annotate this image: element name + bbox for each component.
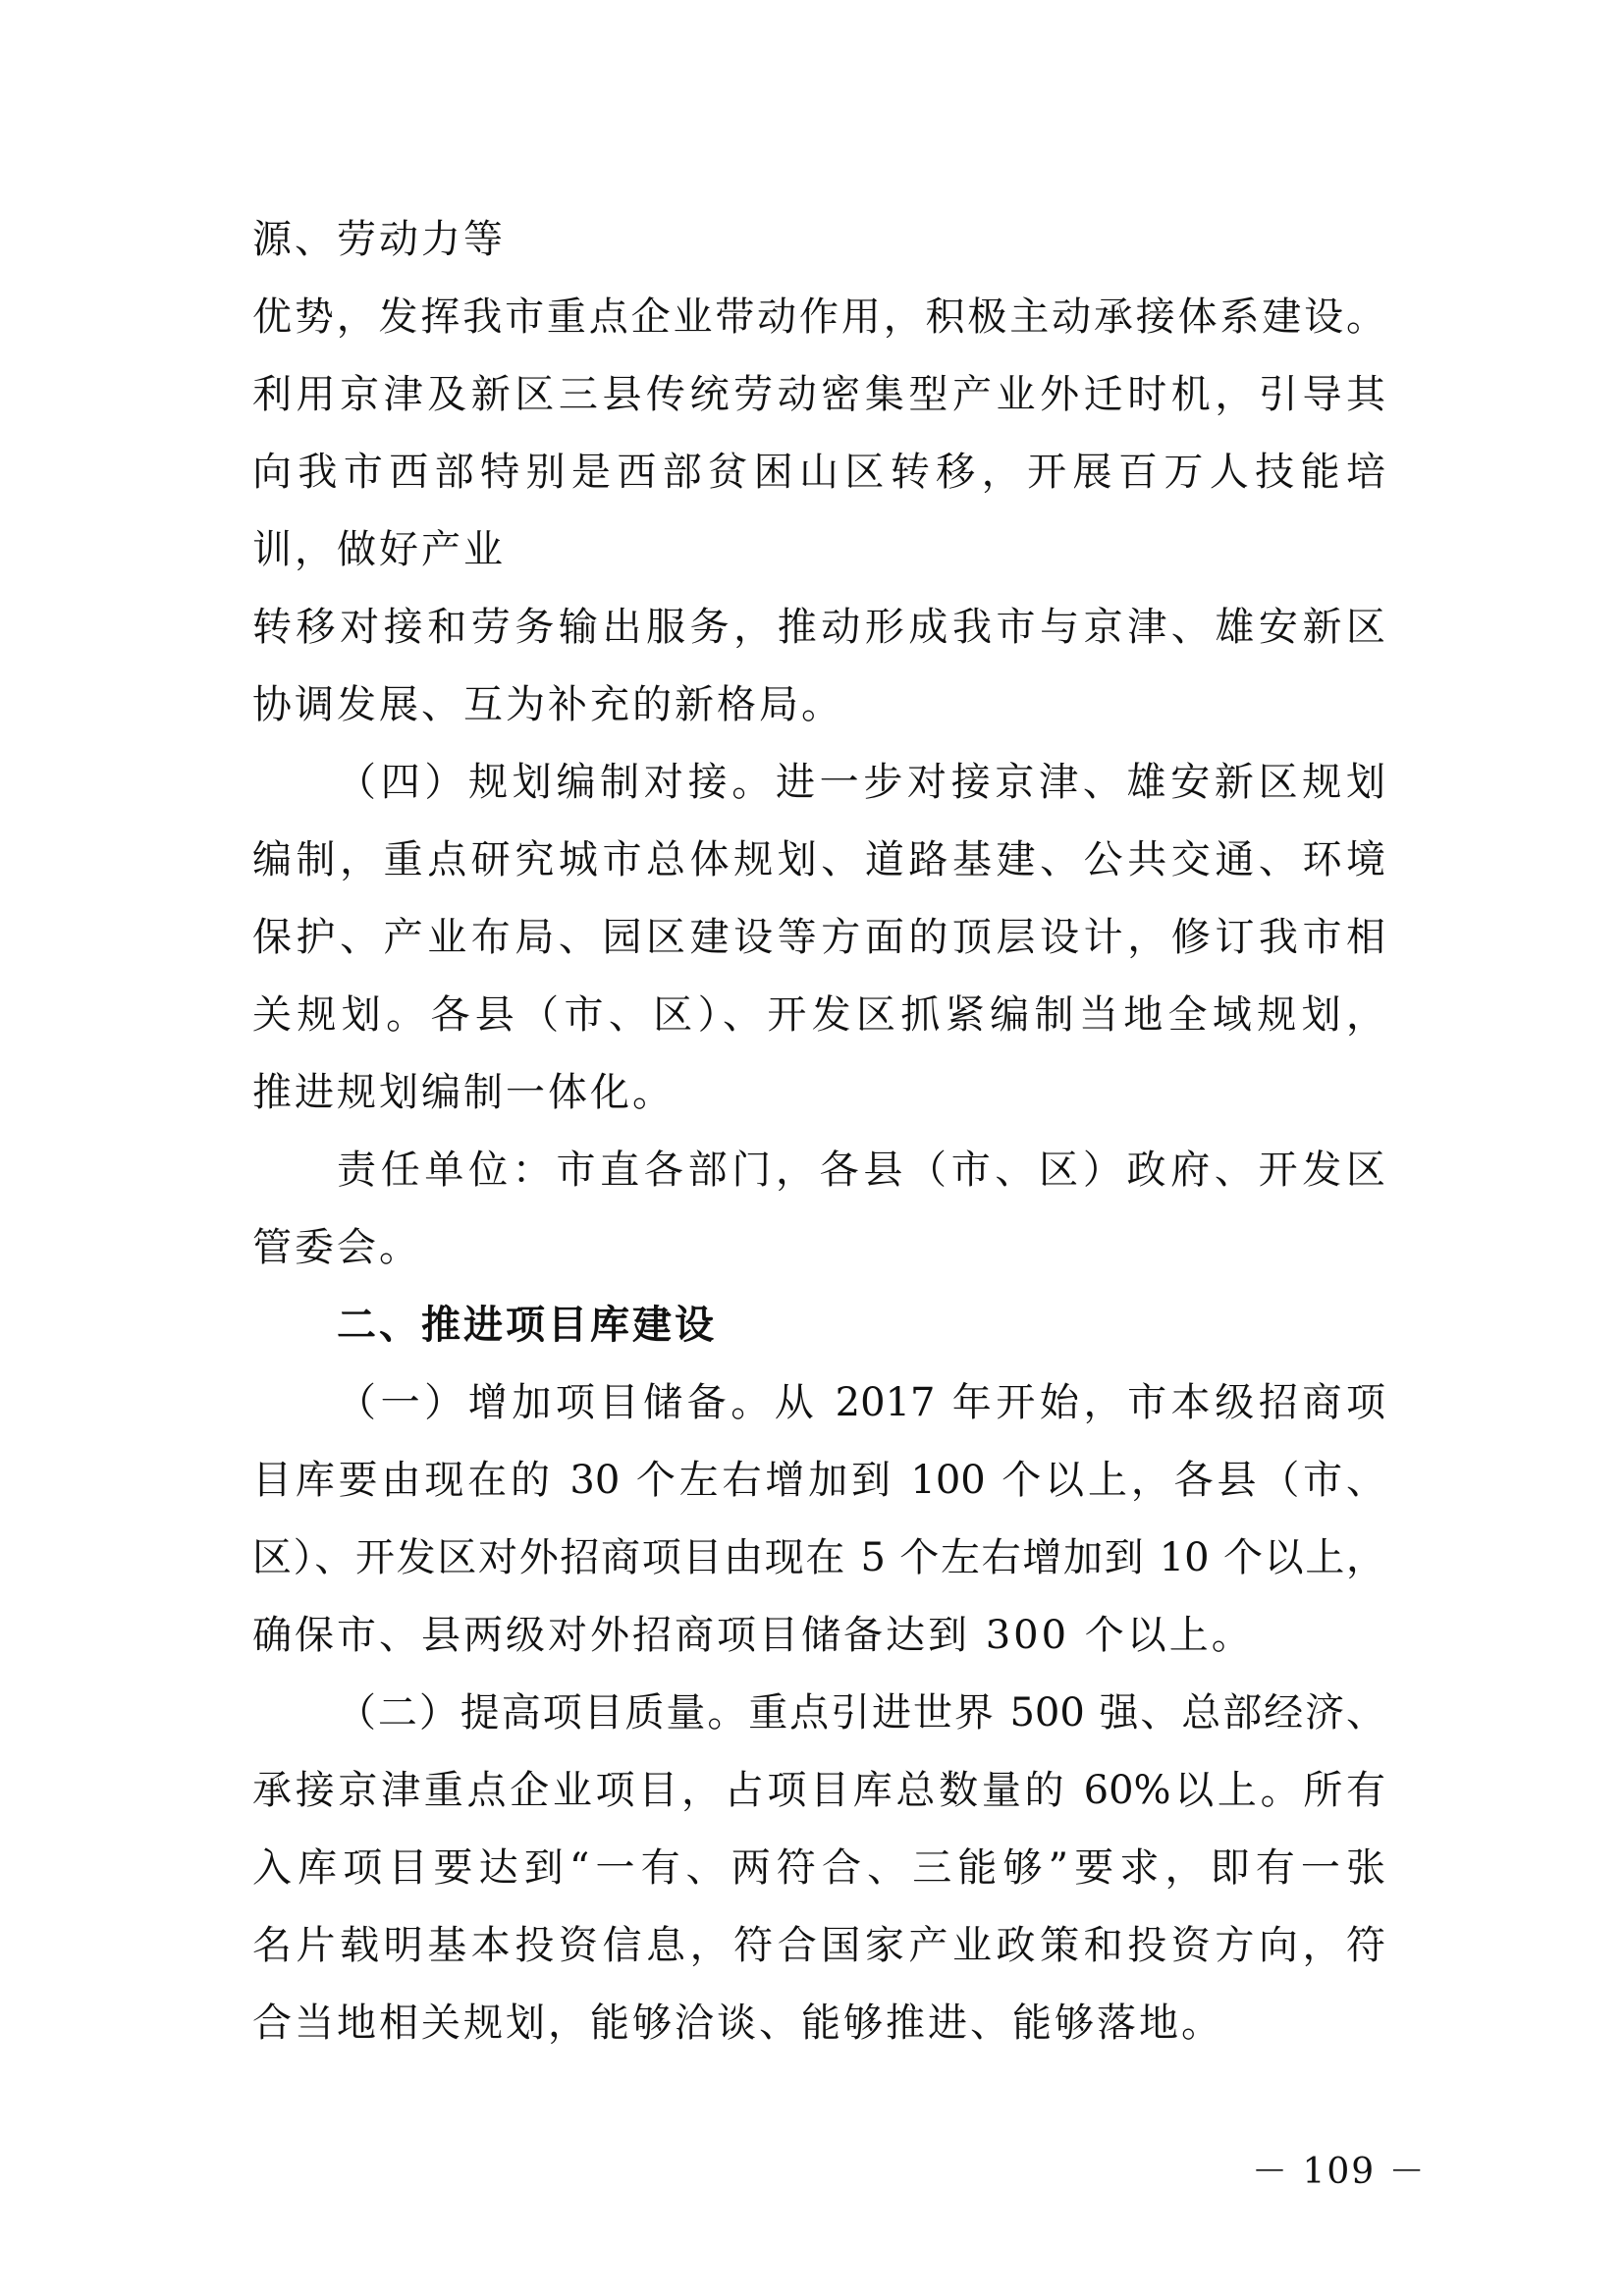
paragraph-first-line: 责任单位：市直各部门，各县（市、区）政府、开发区 (337, 1148, 1385, 1193)
page-number: － 109 － (1252, 2152, 1427, 2192)
text-line: 关规划。各县（市、区）、开发区抓紧编制当地全域规划， (252, 992, 1385, 1038)
text-line: 区）、开发区对外招商项目由现在 5 个左右增加到 10 个以上， (252, 1535, 1385, 1580)
text-line: 协调发展、互为补充的新格局。 (252, 682, 843, 727)
text-line: 向我市西部特别是西部贫困山区转移，开展百万人技能培 (252, 450, 1385, 495)
text-line: 入库项目要达到“一有、两符合、三能够”要求，即有一张 (252, 1845, 1385, 1891)
text-line: 训，做好产业 (252, 527, 506, 572)
text-line: 利用京津及新区三县传统劳动密集型产业外迁时机，引导其 (252, 372, 1385, 417)
section-heading: 二、推进项目库建设 (337, 1303, 717, 1348)
paragraph-first-line: （一）增加项目储备。从 2017 年开始，市本级招商项 (337, 1380, 1385, 1425)
paragraph-first-line: （二）提高项目质量。重点引进世界 500 强、总部经济、 (337, 1690, 1385, 1735)
text-line: 承接京津重点企业项目，占项目库总数量的 60%以上。所有 (252, 1768, 1385, 1813)
text-line: 转移对接和劳务输出服务，推动形成我市与京津、雄安新区 (252, 605, 1385, 650)
text-line: 编制，重点研究城市总体规划、道路基建、公共交通、环境 (252, 837, 1385, 882)
text-line: 目库要由现在的 30 个左右增加到 100 个以上，各县（市、 (252, 1458, 1385, 1503)
text-line: 优势，发挥我市重点企业带动作用，积极主动承接体系建设。 (252, 294, 1385, 340)
text-line: 推进规划编制一体化。 (252, 1070, 675, 1115)
text-line: 保护、产业布局、园区建设等方面的顶层设计，修订我市相 (252, 915, 1385, 960)
text-line: 合当地相关规划，能够洽谈、能够推进、能够落地。 (252, 2001, 1223, 2046)
text-line: 确保市、县两级对外招商项目储备达到 300 个以上。 (252, 1613, 1254, 1658)
text-line: 源、劳动力等 (252, 217, 506, 262)
paragraph-first-line: （四）规划编制对接。进一步对接京津、雄安新区规划 (337, 760, 1385, 805)
text-line: 名片载明基本投资信息，符合国家产业政策和投资方向，符 (252, 1923, 1385, 1968)
text-line: 管委会。 (252, 1225, 421, 1270)
